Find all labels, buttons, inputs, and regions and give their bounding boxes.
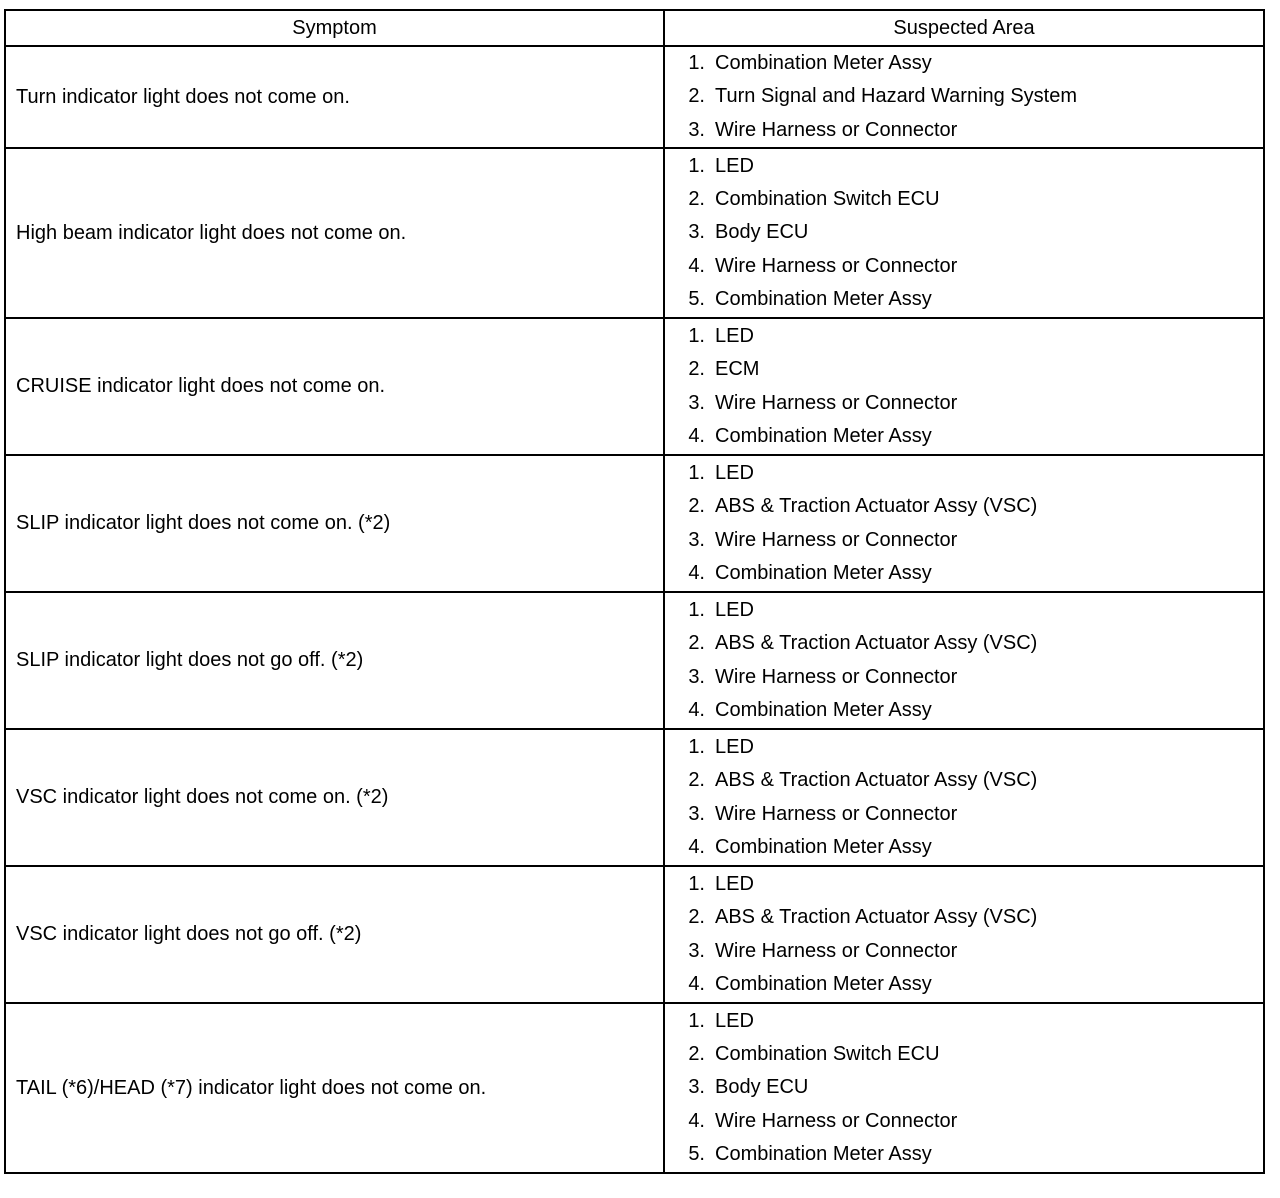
list-item <box>665 353 1263 386</box>
table-row <box>5 729 1264 866</box>
list-item-number: 3. <box>688 391 705 414</box>
list-item-number: 4. <box>688 1109 705 1132</box>
list-item-number: 2. <box>688 769 705 792</box>
list-item <box>665 1005 1263 1038</box>
list-item <box>665 150 1263 183</box>
suspected-area-list <box>665 1005 1263 1171</box>
list-item <box>665 216 1263 249</box>
header-symptom: Symptom <box>5 10 664 46</box>
list-item-number: 3. <box>688 939 705 962</box>
list-item-text: Combination Meter Assy <box>715 52 932 75</box>
list-item-number: 3. <box>688 528 705 551</box>
list-item <box>665 868 1263 901</box>
table-row <box>5 1003 1264 1173</box>
symptom-cell: High beam indicator light does not come on. <box>5 148 664 318</box>
list-item-number: 3. <box>688 1076 705 1099</box>
suspected-area-list <box>665 457 1263 590</box>
list-item-number: 3. <box>688 802 705 825</box>
list-item-text: Wire Harness or Connector <box>715 939 958 962</box>
suspected-area-list <box>665 594 1263 727</box>
list-item-number: 3. <box>688 118 705 141</box>
header-suspected-area: Suspected Area <box>664 10 1264 46</box>
list-item <box>665 420 1263 453</box>
list-item-number: 4. <box>688 835 705 858</box>
list-item-number: 5. <box>688 287 705 310</box>
table-row <box>5 148 1264 318</box>
table-row <box>5 592 1264 729</box>
suspected-area-cell <box>664 1003 1264 1173</box>
list-item-text: Combination Meter Assy <box>715 1142 932 1165</box>
symptom-cell: SLIP indicator light does not come on. (*2) <box>5 455 664 592</box>
list-item <box>665 1071 1263 1104</box>
suspected-area-list <box>665 731 1263 864</box>
list-item-text: Combination Meter Assy <box>715 972 932 995</box>
list-item-text: ABS & Traction Actuator Assy (VSC) <box>715 906 1038 929</box>
list-item <box>665 661 1263 694</box>
list-item-text: Wire Harness or Connector <box>715 528 958 551</box>
list-item-number: 2. <box>688 1043 705 1066</box>
suspected-area-cell <box>664 455 1264 592</box>
list-item <box>665 1105 1263 1138</box>
list-item-number: 1. <box>688 154 705 177</box>
list-item-text: Body ECU <box>715 221 809 244</box>
list-item <box>665 798 1263 831</box>
list-item <box>665 731 1263 764</box>
list-item <box>665 490 1263 523</box>
table-row <box>5 318 1264 455</box>
list-item-number: 1. <box>688 735 705 758</box>
suspected-area-cell <box>664 592 1264 729</box>
list-item-number: 2. <box>688 358 705 381</box>
list-item-number: 2. <box>688 906 705 929</box>
list-item <box>665 524 1263 557</box>
list-item <box>665 457 1263 490</box>
list-item <box>665 557 1263 590</box>
symptom-cell: CRUISE indicator light does not come on. <box>5 318 664 455</box>
symptom-table <box>4 9 1265 1174</box>
list-item-text: Combination Meter Assy <box>715 424 932 447</box>
list-item <box>665 1138 1263 1171</box>
list-item-text: Combination Meter Assy <box>715 835 932 858</box>
list-item-number: 3. <box>688 221 705 244</box>
list-item <box>665 114 1263 147</box>
list-item-text: Combination Meter Assy <box>715 698 932 721</box>
list-item-number: 5. <box>688 1142 705 1165</box>
list-item-text: LED <box>715 154 754 177</box>
suspected-area-list <box>665 320 1263 453</box>
list-item-text: Combination Switch ECU <box>715 188 940 211</box>
suspected-area-list <box>665 868 1263 1001</box>
symptom-cell: SLIP indicator light does not go off. (*2) <box>5 592 664 729</box>
list-item-text: Wire Harness or Connector <box>715 118 958 141</box>
list-item <box>665 694 1263 727</box>
list-item-text: Combination Meter Assy <box>715 561 932 584</box>
list-item-number: 2. <box>688 188 705 211</box>
table-row <box>5 455 1264 592</box>
list-item-text: Turn Signal and Hazard Warning System <box>715 85 1078 108</box>
list-item-number: 2. <box>688 632 705 655</box>
symptom-cell: VSC indicator light does not come on. (*2) <box>5 729 664 866</box>
list-item-text: Wire Harness or Connector <box>715 665 958 688</box>
list-item <box>665 935 1263 968</box>
list-item <box>665 183 1263 216</box>
list-item-number: 1. <box>688 461 705 484</box>
list-item-text: Wire Harness or Connector <box>715 802 958 825</box>
table-header-row <box>5 10 1264 46</box>
table-row <box>5 46 1264 148</box>
list-item-number: 4. <box>688 254 705 277</box>
suspected-area-cell <box>664 148 1264 318</box>
list-item <box>665 320 1263 353</box>
list-item-number: 1. <box>688 872 705 895</box>
suspected-area-cell <box>664 729 1264 866</box>
suspected-area-cell <box>664 866 1264 1003</box>
list-item-text: LED <box>715 461 754 484</box>
list-item-text: LED <box>715 1009 754 1032</box>
list-item-text: Wire Harness or Connector <box>715 391 958 414</box>
list-item <box>665 387 1263 420</box>
list-item-number: 1. <box>688 598 705 621</box>
list-item-text: ABS & Traction Actuator Assy (VSC) <box>715 495 1038 518</box>
list-item <box>665 901 1263 934</box>
table-row <box>5 866 1264 1003</box>
suspected-area-cell <box>664 318 1264 455</box>
list-item-number: 4. <box>688 698 705 721</box>
list-item-text: LED <box>715 735 754 758</box>
list-item-text: Wire Harness or Connector <box>715 1109 958 1132</box>
table-body <box>5 46 1264 1173</box>
suspected-area-cell <box>664 46 1264 148</box>
list-item-text: LED <box>715 598 754 621</box>
list-item <box>665 627 1263 660</box>
list-item-text: ABS & Traction Actuator Assy (VSC) <box>715 769 1038 792</box>
symptom-table-container <box>4 9 1263 1174</box>
list-item-number: 1. <box>688 1009 705 1032</box>
list-item <box>665 250 1263 283</box>
list-item-number: 1. <box>688 52 705 75</box>
symptom-cell: VSC indicator light does not go off. (*2) <box>5 866 664 1003</box>
list-item-text: Combination Switch ECU <box>715 1043 940 1066</box>
list-item <box>665 1038 1263 1071</box>
list-item-number: 3. <box>688 665 705 688</box>
list-item <box>665 831 1263 864</box>
list-item <box>665 47 1263 80</box>
list-item-number: 4. <box>688 972 705 995</box>
suspected-area-list <box>665 150 1263 316</box>
list-item-number: 2. <box>688 85 705 108</box>
list-item-text: LED <box>715 324 754 347</box>
list-item-number: 4. <box>688 561 705 584</box>
list-item-text: Wire Harness or Connector <box>715 254 958 277</box>
list-item <box>665 283 1263 316</box>
list-item <box>665 80 1263 113</box>
list-item <box>665 594 1263 627</box>
list-item-text: ECM <box>715 358 760 381</box>
list-item-text: Body ECU <box>715 1076 809 1099</box>
list-item-number: 2. <box>688 495 705 518</box>
suspected-area-list <box>665 47 1263 147</box>
symptom-cell: TAIL (*6)/HEAD (*7) indicator light does not come on. <box>5 1003 664 1173</box>
list-item <box>665 764 1263 797</box>
list-item-text: Combination Meter Assy <box>715 287 932 310</box>
list-item <box>665 968 1263 1001</box>
list-item-text: ABS & Traction Actuator Assy (VSC) <box>715 632 1038 655</box>
list-item-text: LED <box>715 872 754 895</box>
list-item-number: 4. <box>688 424 705 447</box>
list-item-number: 1. <box>688 324 705 347</box>
symptom-cell: Turn indicator light does not come on. <box>5 46 664 148</box>
